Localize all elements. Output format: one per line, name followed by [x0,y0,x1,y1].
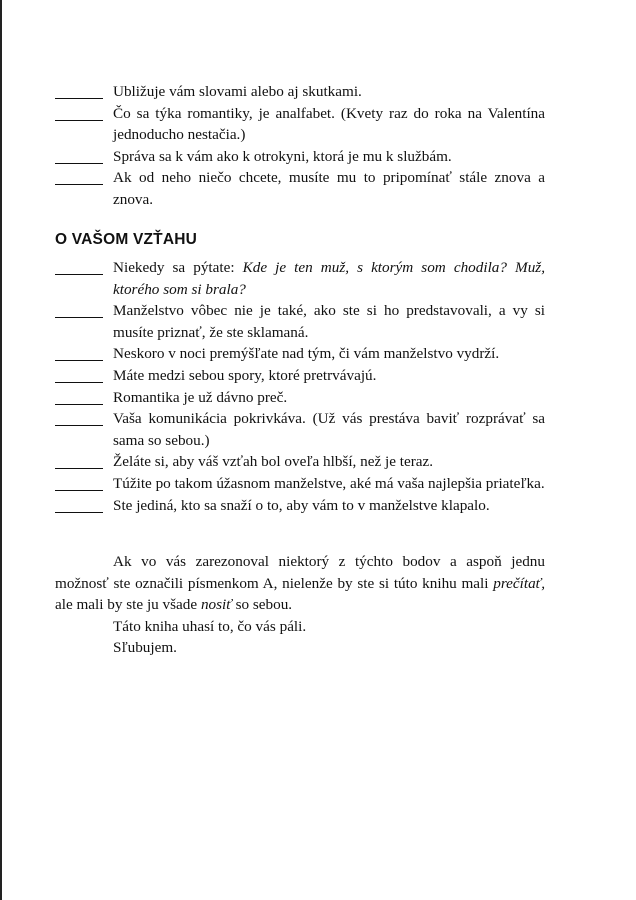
checklist-item [55,300,545,343]
checklist-item [55,103,545,146]
checklist-item [55,495,545,517]
book-page [55,0,545,900]
answer-blank [55,81,103,99]
checklist-item-text: Ubližuje vám slovami alebo aj skutkami. [113,83,362,100]
answer-blank [55,365,103,383]
answer-blank [55,146,103,164]
answer-blank [55,387,103,405]
checklist-item-text: Máte medzi sebou spory, ktoré pretrvávajú. [113,366,377,384]
checklist-item-text: Manželstvo vôbec nie je také, ako ste si ho predstavovali, a vy si musíte priznať, že ste sklamaná. [113,302,545,341]
checklist-item-text: Ak od neho niečo chcete, musíte mu to pripomínať stále znova a znova. [113,169,545,208]
checklist-item-text [113,257,545,300]
checklist-section-relationship [55,257,545,516]
closing-emphasis: prečítať, [493,574,545,592]
answer-blank [55,473,103,491]
checklist-item [55,365,545,387]
checklist-item-text: Čo sa týka romantiky, je analfabet. (Kvety raz do roka na Valentína jednoducho nestačia.) [113,104,545,144]
item-lead-text: Niekedy sa pýtate: [113,259,243,276]
checklist-item-text: Túžite po takom úžasnom manželstve, aké má vaša najlepšia priateľka. [113,474,545,492]
closing-text-part: ale mali by ste ju všade [55,596,201,614]
page-left-edge [0,0,2,900]
checklist-item [55,387,545,409]
checklist-item-text: Vaša komunikácia pokrivkáva. (Už vás prestáva baviť rozprávať sa sama so sebou.) [113,410,545,449]
checklist-item [55,451,545,473]
checklist-item [55,146,545,168]
closing-promise: Sľubujem. [113,639,177,657]
closing-text-part: Ak vo vás zarezonoval niektorý z týchto bodov a aspoň jednu možnosť ste označili písmenkom A, nielenže by ste si túto knihu mali [55,553,545,592]
answer-blank [55,343,103,361]
closing-text [55,551,545,659]
checklist-item [55,343,545,365]
answer-blank [55,257,103,275]
checklist-item-text: Želáte si, aby váš vzťah bol oveľa hlbší, než je teraz. [113,453,434,471]
closing-text-part: so sebou. [231,596,293,614]
answer-blank [55,408,103,426]
answer-blank [55,300,103,318]
checklist-item [55,408,545,451]
item-italic-quote: Kde je ten muž, s ktorým som chodila? Muž, ktorého som si brala? [113,259,545,298]
checklist-section-top [55,81,545,211]
closing-emphasis: nosiť [200,596,232,614]
closing-line: Táto kniha uhasí to, čo vás páli. [113,617,307,635]
answer-blank [55,103,103,121]
checklist-item-text: Ste jediná, kto sa snaží o to, aby vám to v manželstve klapalo. [113,496,490,514]
checklist-item [55,167,545,210]
closing-paragraph [55,551,545,616]
checklist-item [55,257,545,300]
checklist-item [55,473,545,495]
checklist-item [55,81,545,103]
checklist-item-text: Neskoro v noci premýšľate nad tým, či vám manželstvo vydrží. [113,345,500,363]
section-heading: O VAŠOM VZŤAHU [55,231,198,248]
answer-blank [55,167,103,185]
checklist-item-text: Romantika je už dávno preč. [113,388,288,406]
answer-blank [55,451,103,469]
checklist-item-text: Správa sa k vám ako k otrokyni, ktorá je mu k službám. [113,147,452,165]
answer-blank [55,495,103,513]
